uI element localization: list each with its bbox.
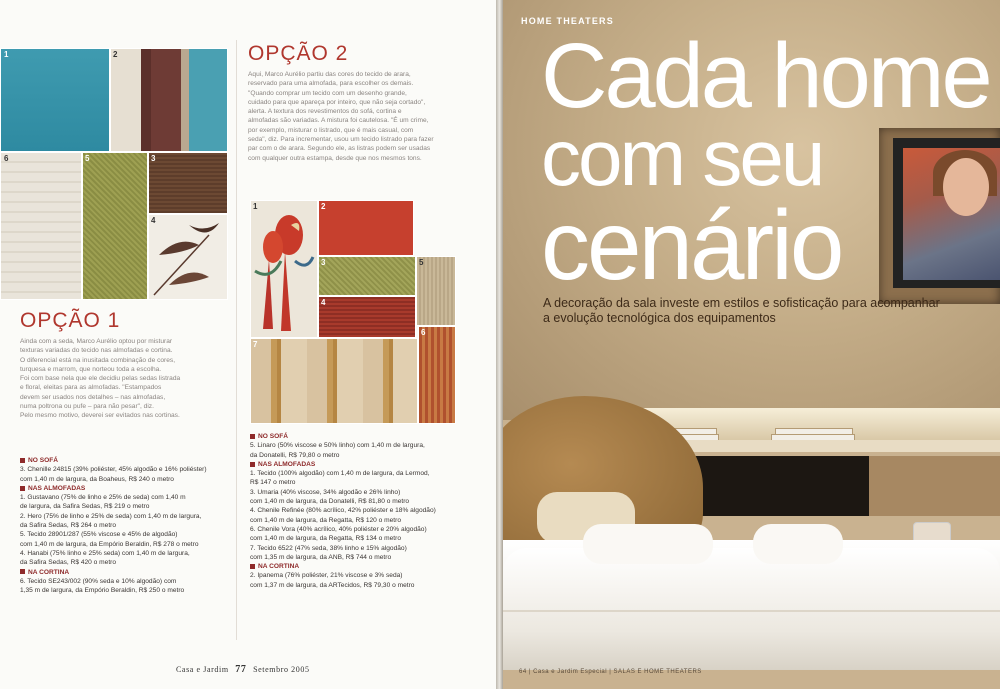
credit-item: com 1,40 m de largura, da Boaheus, R$ 240 o metro [20,475,174,483]
text-line: Pelo mesmo motivo, deverei ser evitados nas cortinas. [20,412,180,420]
swatch-number: 2 [113,50,118,59]
footer-month: Setembro 2005 [253,665,310,674]
credit-category [250,432,436,441]
credit-item: 7. Tecido 6522 (47% seda, 38% linho e 15% algodão) [250,544,407,552]
text-line: Ainda com a seda, Marco Aurélio optou por misturar [20,338,173,345]
credit-item: com 1,37 m de largura, da ARTecidos, R$ 79,30 o metro [250,581,415,589]
credit-item: com 1,40 m de largura, da Donatelli, R$ 81,80 o metro [250,498,410,506]
swatch-number: 1 [4,50,9,59]
swatch-number: 5 [419,258,424,267]
section-tag: HOME THEATERS [521,16,614,26]
credit-item: da Safira Sedas, R$ 420 o metro [20,559,117,567]
credit-item: da Donatelli, R$ 79,80 o metro [250,451,340,459]
sofa-cushion [753,524,843,564]
column-divider [236,40,237,640]
footer-magazine: Casa e Jardim [176,665,229,674]
bullet-square-icon [250,564,255,569]
text-line: devem ser usados nos detalhes – nas almofadas, [20,393,166,401]
swatch-red-weave [318,296,416,338]
side-cabinet [869,456,1000,516]
credit-item: 2. Ipanema (76% poliéster, 21% viscose e 3% seda) [250,572,403,580]
text-line: alerta. A textura dos revestimentos do sofá, cortina e [248,108,402,116]
credit-category-label: NO SOFÁ [258,433,289,440]
credit-item: 6. Tecido SE243/002 (90% seda e 10% algodão) com [20,577,177,585]
credit-category-label: NAS ALMOFADAS [28,484,86,492]
swatch-number: 3 [151,154,156,163]
article-deck: A decoração da sala investe em estilos e sofisticação para acompanhar a evolução tecnológica dos equipamentos [543,296,940,325]
credit-item: 3. Umaria (40% viscose, 34% algodão e 26% linho) [250,488,401,496]
option1-title: OPÇÃO 1 [20,309,121,332]
swatch-number: 5 [85,154,90,163]
credit-category [20,484,207,493]
headline-line-3: cenário [541,190,842,300]
floral-pattern-icon [149,215,227,299]
credit-item: R$ 147 o metro [250,479,296,487]
credit-item: 1,35 m de largura, da Empório Beraldin, R$ 250 o metro [20,587,185,595]
credit-item: de largura, da Safira Sedas, R$ 219 o metro [20,503,150,511]
swatch-number: 6 [4,154,9,163]
sofa-back [503,548,1000,612]
swatch-stripe [110,48,228,152]
sofa-cushion [583,524,713,564]
headline-line-1: Cada home [541,25,990,127]
swatch-red [318,200,414,256]
credit-item: 2. Hero (75% de linho e 25% de seda) com 1,40 m de largura, [20,512,202,520]
text-line: turquesa e marrom, que norteou toda a escolha. [20,365,162,373]
text-line: par com o de arara. Segundo ele, as listras podem ser usadas [248,145,431,153]
spine-gutter [496,0,503,689]
left-page [0,0,496,689]
credit-item: com 1,40 m de largura, da Regatta, R$ 120 o metro [250,516,402,524]
bullet-square-icon [250,434,255,439]
credit-item: 4. Chenile Refinée (80% acrílico, 42% poliéster e 18% algodão) [250,507,436,515]
credit-category [250,460,436,469]
swatch-number: 4 [321,298,326,307]
page-footer-right: 64 | Casa e Jardim Especial | SALAS E HOME THEATERS [519,669,702,675]
bullet-square-icon [20,569,25,574]
credit-item: 6. Chenile Vora (40% acrílico, 40% poliéster e 20% algodão) [250,525,427,533]
text-line: cuidado para que apareça por inteiro, que não seja cortado", [248,98,426,106]
text-line: por exemplo, misturar o listrado, que é mais casual, com [248,126,414,134]
option2-paragraph [248,70,434,163]
swatch-green-weave [318,256,416,296]
text-line: O diferencial está na inusitada combinação de cores, [20,356,176,364]
credit-category [250,562,436,571]
bullet-square-icon [250,462,255,467]
right-page [503,0,1000,689]
credit-item: 5. Tecido 28901/287 (55% viscose e 45% de algodão) [20,531,178,539]
text-line: Aqui, Marco Aurélio partiu das cores do tecido de arara, [248,71,411,78]
bullet-square-icon [20,458,25,463]
swatch-number: 7 [253,340,258,349]
parrot-icon [251,201,317,337]
credit-category-label: NO SOFÁ [28,457,59,464]
swatch-floral [148,214,228,300]
credit-category-label: NA CORTINA [258,563,300,571]
credit-item: 1. Tecido (100% algodão) com 1,40 m de largura, da Lermod, [250,470,430,478]
credit-category-label: NAS ALMOFADAS [258,460,316,468]
swatch-rust-stripe [418,326,456,424]
swatch-number: 2 [321,202,326,211]
swatch-parrot [250,200,318,338]
swatch-turquoise [0,48,110,152]
headline-line-2: com seu [541,113,823,202]
footer-page-number: 77 [235,664,247,675]
text-line: Foi com base nela que ele decidiu pelas sedas listrada [20,375,181,383]
option2-credits [250,432,436,590]
credit-item: da Safira Sedas, R$ 264 o metro [20,522,117,530]
credit-item: com 1,40 m de largura, da Empório Beraldin, R$ 278 o metro [20,540,199,548]
text-line: reservado para uma almofada, para escolher os demais. [248,80,414,88]
text-line: "Quando comprar um tecido com um desenho grande, [248,89,407,97]
text-line: seda", diz. Para incrementar, usou um tecido listrado para fazer [248,136,434,144]
page-footer [176,664,310,675]
swatch-number: 4 [151,216,156,225]
credit-item: 5. Linaro (50% viscose e 50% linho) com 1,40 m de largura, [250,442,425,450]
text-line: com qualquer outra estampa, desde que nos mesmos tons. [248,154,422,162]
credit-category [20,568,207,577]
credit-item: com 1,40 m de largura, da Regatta, R$ 134 o metro [250,535,402,543]
swatch-stripe-gold [250,338,418,424]
text-line: numa poltrona ou pufe – para não pesar", diz. [20,403,154,411]
swatch-number: 6 [421,328,426,337]
bullet-square-icon [20,486,25,491]
swatch-cream [0,152,82,300]
tv-person-face [943,158,989,216]
credit-item: com 1,35 m de largura, da ANB, R$ 744 o metro [250,553,392,561]
credit-item: 4. Hanabi (75% linho e 25% seda) com 1,40 m de largura, [20,549,190,557]
option1-paragraph [20,337,180,421]
text-line: texturas variadas do tecido nas almofadas e cortina. [20,347,173,355]
swatch-number: 3 [321,258,326,267]
option1-credits [20,456,207,595]
credit-item: 3. Chenille 24815 (39% poliéster, 45% algodão e 16% poliéster) [20,466,207,474]
credit-category-label: NA CORTINA [28,568,70,576]
credit-item: 1. Gustavano (75% de linho e 25% de seda) com 1,40 m [20,494,186,502]
text-line: e floral, eleitas para as almofadas. "Estampados [20,384,162,392]
option2-title: OPÇÃO 2 [248,42,349,65]
text-line: almofadas são variadas. A mistura foi cautelosa. "É um crime, [248,117,429,125]
swatch-brown [148,152,228,214]
credit-category [20,456,207,465]
swatch-number: 1 [253,202,258,211]
swatch-olive [82,152,148,300]
